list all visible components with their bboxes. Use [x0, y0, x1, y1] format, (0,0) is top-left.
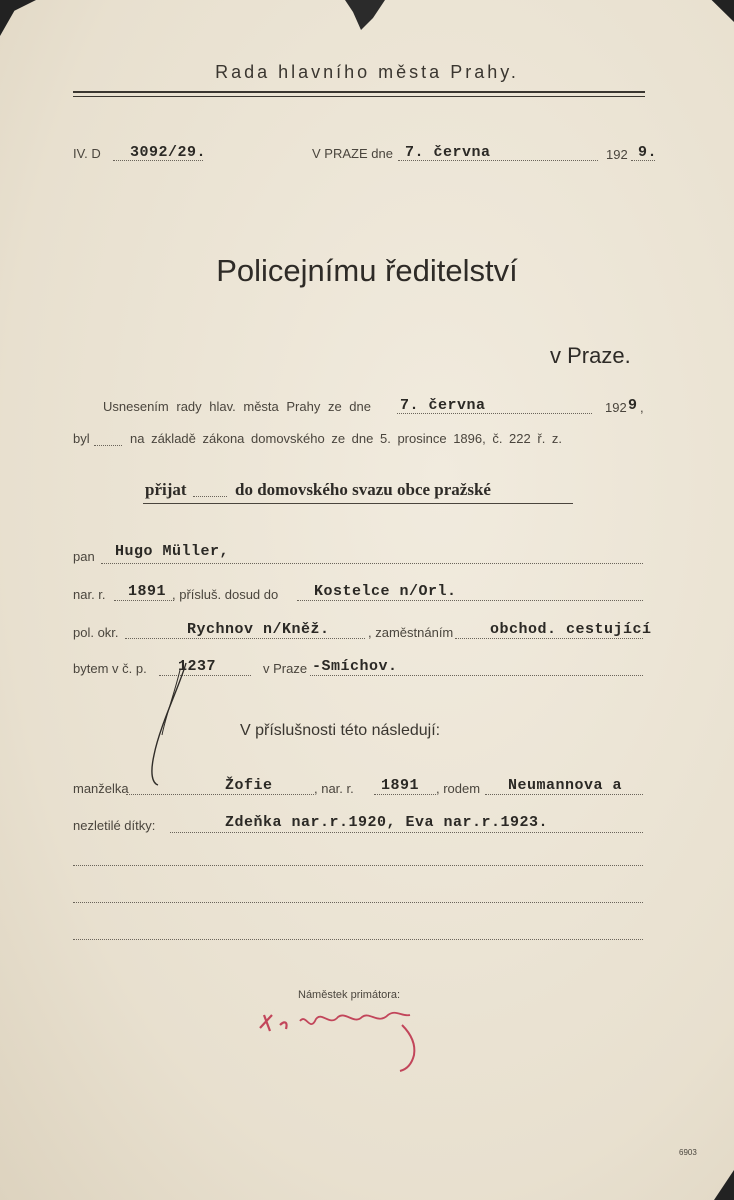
dotted-line: [310, 675, 643, 676]
occupation: obchod. cestující: [490, 621, 652, 638]
resolution-year-prefix: 192: [605, 400, 627, 415]
children-label: nezletilé dítky:: [73, 818, 156, 833]
year-digit: 9.: [638, 144, 658, 161]
resolution-comma: ,: [640, 400, 644, 415]
dotted-line: [170, 832, 643, 833]
belongs-label: , přísluš. dosud do: [172, 587, 279, 602]
residence-label: bytem v č. p.: [73, 661, 147, 676]
city-part: -Smíchov.: [312, 658, 398, 675]
born-label: nar. r.: [73, 587, 106, 602]
resolution-text: Usnesením rady hlav. města Prahy ze dne: [103, 399, 371, 414]
dotted-line: [101, 563, 643, 564]
accepted-text: do domovského svazu obce pražské: [235, 480, 491, 499]
born-year: 1891: [128, 583, 167, 600]
city-label: v Praze: [263, 661, 308, 676]
district-label: pol. okr.: [73, 625, 119, 640]
addressee-title: Policejnímu ředitelství: [216, 253, 518, 288]
pen-stroke: [140, 655, 200, 795]
ink-stain: [345, 0, 385, 30]
place-label: V PRAZE dne: [312, 146, 393, 161]
residence-number: 1237: [178, 658, 217, 675]
law-text: na základě zákona domovského ze dne 5. prosince 1896, č. 222 ř. z.: [130, 431, 563, 446]
pan-label: pan: [73, 549, 95, 564]
wife-born-label: , nar. r.: [314, 781, 354, 796]
district: Rychnov n/Kněž.: [187, 621, 330, 638]
dotted-line: [297, 600, 643, 601]
family-heading: V příslušnosti této následují:: [240, 722, 441, 739]
wife-born-year: 1891: [381, 777, 420, 794]
occupation-label: , zaměstnáním: [368, 625, 454, 640]
person-name: Hugo Müller,: [115, 543, 230, 560]
resolution-date: 7. června: [400, 397, 486, 414]
wife-label: manželka: [73, 781, 129, 796]
children-names: Zdeňka nar.r.1920, Eva nar.r.1923.: [225, 814, 549, 831]
dotted-line: [485, 794, 643, 795]
dotted-line: [125, 638, 365, 639]
year-prefix: 192: [606, 147, 628, 162]
dotted-line: [193, 496, 227, 497]
letterhead-title: Rada hlavního města Prahy.: [215, 62, 519, 82]
addressee-city: v Praze.: [550, 343, 631, 368]
dotted-line: [455, 638, 643, 639]
empty-line: [73, 865, 643, 866]
torn-corner: [0, 0, 36, 36]
maiden-label: , rodem: [436, 781, 481, 796]
signature-label: Náměstek primátora:: [298, 989, 401, 1001]
maiden-name: Neumannova a: [508, 777, 623, 794]
header-rule: [73, 91, 645, 93]
dotted-line: [374, 794, 436, 795]
torn-corner: [714, 1170, 734, 1200]
form-number: 6903: [679, 1148, 697, 1157]
header-rule: [73, 96, 645, 97]
dotted-line: [114, 600, 174, 601]
underline: [143, 503, 573, 504]
dotted-line: [94, 445, 122, 446]
origin-place: Kostelce n/Orl.: [314, 583, 457, 600]
empty-line: [73, 939, 643, 940]
resolution-year-digit: 9: [628, 397, 638, 414]
accepted-word: přijat: [145, 480, 187, 499]
torn-corner: [706, 0, 734, 22]
wife-name: Žofie: [225, 777, 273, 794]
ref-prefix: IV. D: [73, 146, 101, 161]
byl-label: byl: [73, 431, 90, 446]
handwritten-signature: [250, 1003, 430, 1073]
empty-line: [73, 902, 643, 903]
ref-number: 3092/29.: [130, 144, 207, 161]
ref-date: 7. června: [405, 144, 491, 161]
